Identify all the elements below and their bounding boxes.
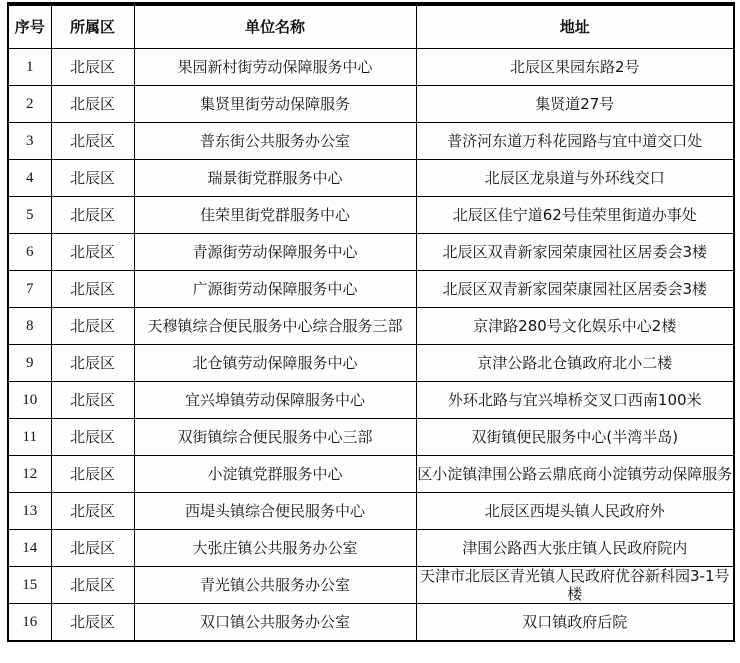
header-cell-unit: 单位名称 [134,4,416,49]
cell-district: 北辰区 [51,530,134,567]
cell-unit-name: 集贤里街劳动保障服务 [134,86,416,123]
cell-address: 双口镇政府后院 [416,604,734,642]
cell-unit-name: 佳荣里街党群服务中心 [134,197,416,234]
cell-serial-number: 12 [8,456,51,493]
table-row [8,419,734,456]
cell-serial-number: 6 [8,234,51,271]
cell-unit-name: 天穆镇综合便民服务中心综合服务三部 [134,308,416,345]
cell-district: 北辰区 [51,271,134,308]
cell-serial-number: 13 [8,493,51,530]
cell-unit-name: 宜兴埠镇劳动保障服务中心 [134,382,416,419]
cell-serial-number: 5 [8,197,51,234]
cell-unit-name: 西堤头镇综合便民服务中心 [134,493,416,530]
cell-unit-name: 大张庄镇公共服务办公室 [134,530,416,567]
table-row [8,197,734,234]
table-row [8,234,734,271]
units-table-container [7,2,735,642]
cell-address: 北辰区双青新家园荣康园社区居委会3楼 [416,271,734,308]
table-row [8,160,734,197]
cell-address: 集贤道27号 [416,86,734,123]
cell-unit-name: 小淀镇党群服务中心 [134,456,416,493]
cell-address: 普济河东道万科花园路与宜中道交口处 [416,123,734,160]
cell-serial-number: 16 [8,604,51,642]
table-row [8,86,734,123]
cell-serial-number: 11 [8,419,51,456]
table-row [8,345,734,382]
cell-unit-name: 瑞景街党群服务中心 [134,160,416,197]
table-row [8,493,734,530]
cell-unit-name: 普东街公共服务办公室 [134,123,416,160]
cell-serial-number: 15 [8,567,51,604]
cell-unit-name: 青源街劳动保障服务中心 [134,234,416,271]
cell-district: 北辰区 [51,49,134,86]
cell-address: 外环北路与宜兴埠桥交叉口西南100米 [416,382,734,419]
cell-address: 天津市北辰区青光镇人民政府优谷新科园3-1号楼 [416,567,734,604]
cell-unit-name: 双口镇公共服务办公室 [134,604,416,642]
cell-serial-number: 10 [8,382,51,419]
service-units-table [7,2,735,642]
cell-address: 北辰区龙泉道与外环线交口 [416,160,734,197]
cell-unit-name: 广源街劳动保障服务中心 [134,271,416,308]
cell-district: 北辰区 [51,160,134,197]
cell-district: 北辰区 [51,382,134,419]
cell-district: 北辰区 [51,234,134,271]
cell-district: 北辰区 [51,604,134,642]
header-row [8,4,734,49]
table-header [8,4,734,49]
cell-unit-name: 青光镇公共服务办公室 [134,567,416,604]
header-cell-address: 地址 [416,4,734,49]
cell-address: 北辰区佳宁道62号佳荣里街道办事处 [416,197,734,234]
cell-address: 津围公路西大张庄镇人民政府院内 [416,530,734,567]
header-cell-no: 序号 [8,4,51,49]
cell-district: 北辰区 [51,567,134,604]
cell-address: 京津公路北仓镇政府北小二楼 [416,345,734,382]
table-row [8,271,734,308]
cell-district: 北辰区 [51,493,134,530]
cell-serial-number: 9 [8,345,51,382]
cell-address: 北辰区双青新家园荣康园社区居委会3楼 [416,234,734,271]
cell-serial-number: 2 [8,86,51,123]
cell-serial-number: 7 [8,271,51,308]
cell-unit-name: 北仓镇劳动保障服务中心 [134,345,416,382]
cell-serial-number: 8 [8,308,51,345]
header-cell-district: 所属区 [51,4,134,49]
cell-district: 北辰区 [51,345,134,382]
table-row [8,308,734,345]
cell-serial-number: 14 [8,530,51,567]
cell-address: 区小淀镇津围公路云鼎底商小淀镇劳动保障服务 [416,456,734,493]
table-row [8,567,734,604]
cell-district: 北辰区 [51,86,134,123]
table-row [8,604,734,642]
cell-address: 北辰区西堤头镇人民政府外 [416,493,734,530]
cell-serial-number: 4 [8,160,51,197]
table-row [8,123,734,160]
cell-address: 京津路280号文化娱乐中心2楼 [416,308,734,345]
table-row [8,456,734,493]
table-row [8,382,734,419]
cell-address: 双街镇便民服务中心(半湾半岛) [416,419,734,456]
table-body [8,49,734,642]
cell-unit-name: 双街镇综合便民服务中心三部 [134,419,416,456]
cell-district: 北辰区 [51,197,134,234]
table-row [8,530,734,567]
cell-serial-number: 3 [8,123,51,160]
cell-district: 北辰区 [51,456,134,493]
cell-district: 北辰区 [51,308,134,345]
cell-district: 北辰区 [51,419,134,456]
table-row [8,49,734,86]
cell-unit-name: 果园新村街劳动保障服务中心 [134,49,416,86]
cell-address: 北辰区果园东路2号 [416,49,734,86]
cell-district: 北辰区 [51,123,134,160]
cell-serial-number: 1 [8,49,51,86]
